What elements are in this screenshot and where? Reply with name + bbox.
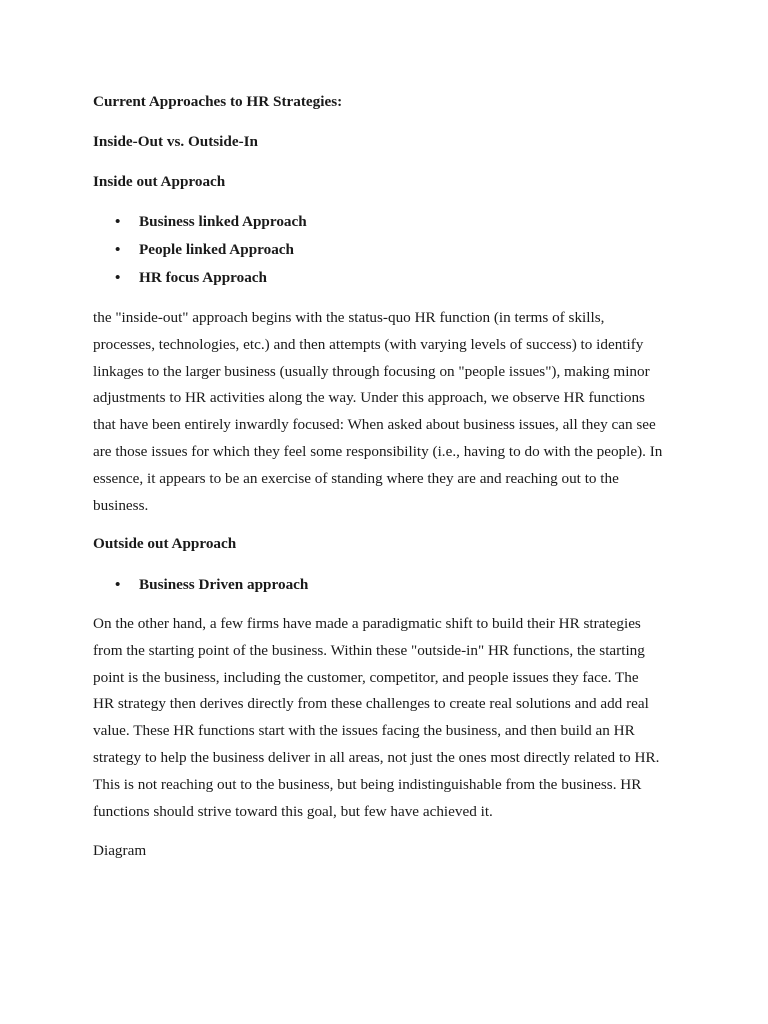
paragraph-line: the "inside-out" approach begins with the status-quo HR function (in terms of skills, [93,309,605,326]
paragraph-line: value. These HR functions start with the issues facing the business, and then build an HR [93,722,635,740]
paragraph-line: essence, it appears to be an exercise of standing where they are and reaching out to the [93,469,619,487]
paragraph-line: functions should strive toward this goal, but few have achieved it. [93,802,493,820]
paragraph-line: business. [93,496,149,514]
bullet-icon: • [115,213,121,230]
section-heading-inside-out: Inside out Approach [93,173,226,190]
document-title: Current Approaches to HR Strategies: [93,93,343,110]
paragraph-line: processes, technologies, etc.) and then attempts (with varying levels of success) to identify [93,335,644,353]
paragraph-line: linkages to the larger business (usually through focusing on "people issues"), making minor [93,362,650,380]
paragraph-line: that have been entirely inwardly focused: When asked about business issues, all they can see [93,416,656,434]
paragraph-line: adjustments to HR activities along the way. Under this approach, we observe HR functions [93,389,645,407]
list-item: HR focus Approach [139,269,267,286]
list-item: People linked Approach [139,241,294,258]
list-item: Business linked Approach [139,213,307,230]
section-heading-outside-out: Outside out Approach [93,535,237,552]
paragraph-line: This is not reaching out to the business, but being indistinguishable from the business. HR [93,775,642,793]
paragraph-outside-in [93,611,683,825]
paragraph-line: point is the business, including the customer, competitor, and people issues they face. The [93,668,639,686]
paragraph-line: are those issues for which they feel some responsibility (i.e., having to do with the people). In [93,442,663,460]
paragraph-line: HR strategy then derives directly from these challenges to create real solutions and add real [93,695,649,713]
paragraph-line: strategy to help the business deliver in all areas, not just the ones most directly related to HR. [93,748,660,766]
document-subtitle: Inside-Out vs. Outside-In [93,133,258,150]
paragraph-inside-out [93,305,683,519]
bullet-icon: • [115,576,121,593]
bullet-icon: • [115,241,121,258]
bullet-icon: • [115,269,121,286]
paragraph-line: from the starting point of the business. Within these "outside-in" HR functions, the starting [93,641,645,659]
list-item: Business Driven approach [139,576,309,593]
closing-label: Diagram [93,842,147,859]
paragraph-line: On the other hand, a few firms have made a paradigmatic shift to build their HR strategies [93,615,641,632]
